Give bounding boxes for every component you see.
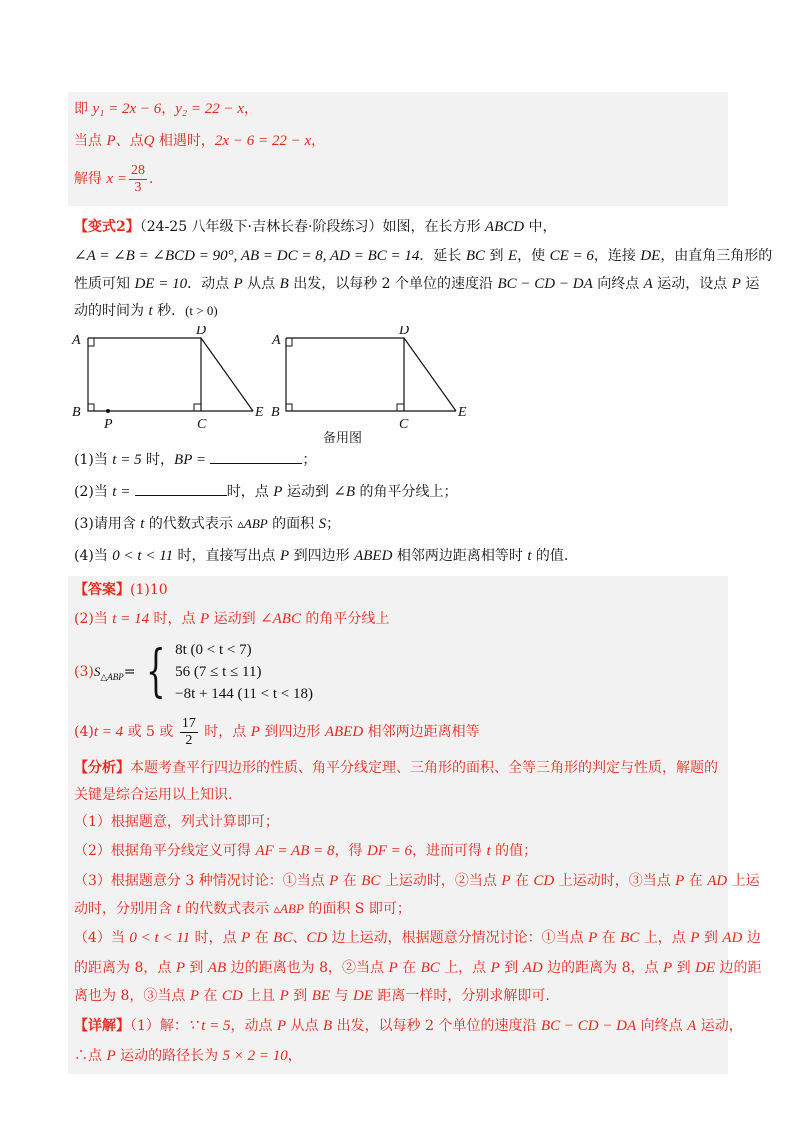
text: (2)当 — [74, 611, 113, 627]
variable: S — [318, 516, 327, 532]
equation: AF = AB = 8 — [255, 843, 335, 859]
triangle: ▵ABP — [237, 516, 268, 531]
detail-1 — [74, 1010, 743, 1042]
label-a: A — [72, 333, 81, 348]
variable: t — [486, 843, 491, 859]
point-label: P — [276, 1018, 287, 1034]
figures — [68, 326, 728, 444]
point-p — [106, 409, 110, 413]
text: 的角平分线上 — [300, 611, 390, 627]
text: （1）解： — [130, 1018, 188, 1034]
text: 运动，设点 — [652, 276, 732, 292]
text: 当点 — [74, 133, 107, 149]
text: 从点 — [286, 1018, 324, 1034]
segment: BC — [465, 248, 486, 264]
analysis-1 — [74, 754, 722, 782]
question-3 — [74, 508, 722, 540]
right-angle-c — [397, 404, 404, 411]
analysis-step-3a — [74, 866, 760, 896]
text: 在 — [684, 873, 708, 889]
equation: 5 × 2 = 10 — [222, 1048, 288, 1064]
text: 上且 — [242, 988, 280, 1004]
text: （1）根据题意，列式计算即可； — [74, 814, 279, 830]
point-label: P — [279, 988, 289, 1004]
label-e: E — [255, 405, 264, 420]
text: 到 — [699, 930, 723, 946]
problem-line-3 — [74, 270, 760, 298]
variable: S — [93, 664, 101, 679]
variant-tag: 【变式2】 — [74, 219, 140, 235]
text: 本题考查平行四边形的性质、角平分线定理、三角形的面积、全等三角形的判定与性质，解题的 — [130, 760, 718, 776]
text: （24-25 八年级下·吉林长春·阶段练习）如图，在长方形 — [139, 219, 485, 235]
text: (3)请用含 — [74, 516, 141, 532]
label-b: B — [72, 405, 81, 420]
equation-y1: y₁ = 2x − 6 — [92, 101, 162, 117]
analysis-step-1 — [74, 808, 722, 836]
text: 与 — [330, 988, 353, 1004]
geometry-figures — [68, 326, 728, 444]
text: 的值； — [490, 843, 538, 859]
problem-line-2 — [74, 242, 773, 270]
condition: (t > 0) — [185, 303, 218, 318]
text: 上运动时，③当点 — [554, 873, 676, 889]
analysis-step-4c — [74, 982, 722, 1010]
angle: ∠ABC — [260, 611, 301, 627]
text: 在 — [597, 930, 621, 946]
text: 相邻两边距离相等时 — [392, 548, 528, 564]
point-label: P — [280, 548, 290, 564]
quadrilateral: ABED — [354, 548, 393, 564]
text: 出发，以每秒 2 个单位的速度沿 — [332, 1018, 541, 1034]
segment: AD — [722, 930, 743, 946]
text: 或 5 或 — [123, 724, 178, 740]
point-label: Q — [143, 133, 155, 149]
label-a: A — [272, 333, 281, 348]
point-label: P — [731, 276, 741, 292]
segment: AD — [522, 960, 543, 976]
equation: CE = 6 — [549, 248, 594, 264]
text: 、点 — [115, 133, 144, 149]
text: 、 — [292, 930, 307, 946]
analysis-step-3b — [74, 896, 722, 922]
text: 时，直接写出点 — [173, 548, 280, 564]
point-label: P — [588, 930, 598, 946]
case-2: 56 (7 ≤ t ≤ 11) — [175, 664, 262, 680]
spare-caption: 备用图 — [323, 431, 363, 444]
line-meeting — [74, 124, 722, 158]
text: 的角平分线上； — [355, 484, 458, 500]
given-conditions: ∠A = ∠B = ∠BCD = 90°, AB = DC = 8, AD = BC = 14 — [74, 248, 420, 264]
text: ．动点 — [187, 276, 234, 292]
segment: DE — [352, 988, 373, 1004]
point-label: P — [233, 276, 243, 292]
equation: DF = 6 — [366, 843, 413, 859]
point-label: P — [175, 960, 185, 976]
point-label: P — [199, 611, 210, 627]
text: 到 — [184, 960, 208, 976]
denominator: 2 — [185, 732, 193, 748]
segment: BE — [311, 988, 331, 1004]
variable: x = — [106, 171, 127, 187]
point-label: P — [662, 960, 673, 976]
text: 的代数式表示 — [180, 901, 274, 917]
segment: DE — [695, 960, 716, 976]
text: 时， — [141, 452, 175, 468]
text: 在 — [198, 988, 222, 1004]
segment: BC — [273, 930, 293, 946]
solution-continuation — [68, 92, 728, 206]
text: 到 — [672, 960, 696, 976]
point-label: P — [329, 873, 339, 889]
rectangle-abcd-spare — [286, 338, 404, 411]
segment: AD — [707, 873, 728, 889]
text: 在 — [510, 873, 534, 889]
equation-y2: y₂ = 22 − x — [175, 101, 245, 117]
problem-line-4 — [74, 298, 722, 324]
point-label: A — [643, 276, 653, 292]
condition: t = 14 — [112, 611, 150, 627]
page — [68, 92, 773, 1074]
answer-2 — [74, 604, 722, 634]
text: (4)当 — [74, 548, 113, 564]
expression: BP = — [174, 452, 206, 468]
text: 边上运动，根据题意分情况讨论：①当点 — [327, 930, 589, 946]
equation: DE = 10 — [134, 276, 188, 292]
text: 向终点 — [592, 276, 644, 292]
equation: 2x − 6 = 22 − x — [214, 133, 312, 149]
detail-2 — [74, 1042, 722, 1070]
text: 上，点 — [639, 930, 691, 946]
piecewise — [136, 639, 314, 705]
variable: t — [148, 303, 153, 319]
text: 上运动时，②当点 — [380, 873, 502, 889]
text: ； — [326, 516, 341, 532]
point-label: P — [189, 988, 199, 1004]
text: 距离一样时，分别求解即可. — [372, 988, 550, 1004]
numerator: 28 — [130, 162, 145, 178]
expression: t = 4 — [93, 724, 124, 740]
text: ，使 — [517, 248, 550, 264]
figure-main — [71, 326, 264, 432]
text: ，得 — [334, 843, 367, 859]
text: ，由直角三角形的 — [660, 248, 773, 264]
text: 向终点 — [636, 1018, 688, 1034]
point-label: P — [241, 930, 251, 946]
text: 关键是综合运用以上知识. — [74, 787, 233, 803]
label-p: P — [104, 417, 113, 432]
text: ，动点 — [230, 1018, 277, 1034]
point-label: A — [687, 1018, 697, 1034]
label-c: C — [399, 417, 409, 432]
text: 到 — [485, 248, 508, 264]
text: 出发，以每秒 2 个单位的速度沿 — [288, 276, 498, 292]
text: 上运 — [727, 873, 760, 889]
text: 动的时间为 — [74, 303, 149, 319]
answer-3 — [74, 634, 722, 710]
questions — [68, 444, 728, 572]
text: （4）当 — [74, 930, 130, 946]
condition: 0 < t < 11 — [129, 930, 191, 946]
text: (3) — [74, 664, 94, 680]
text: 离也为 8，③当点 — [74, 988, 190, 1004]
problem-line-1 — [74, 212, 722, 242]
case-1: 8t (0 < t < 7) — [175, 642, 252, 658]
segment-de-spare — [404, 338, 456, 411]
text: 运动到 — [209, 611, 261, 627]
point-label: P — [106, 1048, 116, 1064]
segment: CD — [306, 930, 328, 946]
label-b: B — [271, 405, 280, 420]
right-angle-b — [286, 404, 292, 411]
point-label: P — [106, 133, 116, 149]
text: 即 — [74, 101, 93, 117]
text: 边的距离为 8，点 — [542, 960, 663, 976]
quadrilateral: ABED — [324, 724, 364, 740]
text: ，连接 — [593, 248, 641, 264]
numerator: 17 — [181, 715, 196, 731]
text: 运动到 — [282, 484, 334, 500]
path: BC − CD − DA — [540, 1018, 637, 1034]
fraction — [180, 716, 198, 749]
text: (1)当 — [74, 452, 113, 468]
question-2 — [74, 476, 722, 508]
variable: t — [527, 548, 532, 564]
text: 的距离为 8，点 — [74, 960, 176, 976]
text: ； — [302, 452, 317, 468]
text: 到 — [288, 988, 312, 1004]
text: 上，点 — [439, 960, 491, 976]
case-3: −8t + 144 (11 < t < 18) — [175, 686, 313, 702]
text: 时，点 — [226, 484, 274, 500]
text: 动时，分别用含 — [74, 901, 177, 917]
text: = — [123, 664, 136, 680]
segment: AB — [207, 960, 227, 976]
text: (4) — [74, 724, 94, 740]
segment: DE — [640, 248, 661, 264]
text: 中， — [524, 219, 557, 235]
text: 在 — [250, 930, 274, 946]
point-label: P — [675, 873, 685, 889]
text: ，进而可得 — [412, 843, 487, 859]
line-equations — [74, 94, 722, 124]
right-angle-a — [286, 338, 292, 346]
segment: BC — [620, 930, 640, 946]
text: 到四边形 — [289, 548, 355, 564]
text: 到 — [499, 960, 523, 976]
text: 到四边形 — [259, 724, 325, 740]
condition: t = 5 — [112, 452, 142, 468]
question-1 — [74, 444, 722, 476]
point-label: P — [501, 873, 511, 889]
text: ∴点 — [74, 1048, 107, 1064]
angle: ∠B — [333, 484, 356, 500]
analysis-step-4b — [74, 954, 762, 982]
subscript: △ABP — [100, 671, 124, 682]
text: 边的距 — [715, 960, 762, 976]
right-angle-c — [194, 404, 201, 411]
text: ， — [161, 101, 176, 117]
right-angle-b — [88, 404, 94, 411]
expression: t = — [112, 484, 131, 500]
text: 相遇时， — [154, 133, 215, 149]
answer-blank[interactable] — [210, 449, 302, 464]
label-c: C — [197, 417, 207, 432]
text: 相邻两边距离相等 — [363, 724, 480, 740]
text: 时，点 — [199, 724, 251, 740]
analysis-step-2 — [74, 836, 722, 866]
label-e: E — [458, 405, 467, 420]
text: 运动， — [696, 1018, 743, 1034]
answer-blank[interactable] — [135, 481, 227, 496]
point-label: E — [507, 248, 518, 264]
analysis-2 — [74, 782, 722, 808]
point-label: P — [490, 960, 500, 976]
case-rows — [175, 639, 313, 705]
problem-statement — [68, 212, 773, 324]
answer-text: (1)10 — [130, 582, 168, 598]
text: 时，点 — [149, 611, 200, 627]
answer-4 — [74, 710, 722, 754]
segment: BC — [420, 960, 440, 976]
text: 在 — [397, 960, 421, 976]
rect-name: ABCD — [484, 219, 525, 235]
answer-section — [68, 576, 762, 1074]
text: 运动的路径长为 — [115, 1048, 223, 1064]
rectangle-abcd — [88, 338, 201, 411]
variable: t — [176, 901, 181, 917]
triangle: ▵ABP — [273, 901, 304, 916]
text: 边 — [742, 930, 761, 946]
text: 边的距离也为 8，②当点 — [226, 960, 389, 976]
text: ， — [311, 133, 326, 149]
text: 的值. — [531, 548, 569, 564]
text: 解得 — [74, 171, 107, 187]
text: （3）根据题意分 3 种情况讨论：①当点 — [74, 873, 330, 889]
text: ， — [244, 101, 259, 117]
point-label: P — [250, 724, 260, 740]
analysis-tag: 【分析】 — [74, 760, 130, 776]
segment-de — [201, 338, 253, 411]
brace: { — [145, 639, 166, 704]
denominator: 3 — [134, 179, 142, 195]
point-label: B — [279, 276, 289, 292]
text: 在 — [338, 873, 362, 889]
point-label: B — [323, 1018, 333, 1034]
equation: ∵ t = 5 — [187, 1018, 231, 1034]
text: ， — [287, 1048, 302, 1064]
label-d: D — [196, 326, 207, 338]
text: 的面积 — [267, 516, 319, 532]
variable: t — [140, 516, 145, 532]
condition: 0 < t < 11 — [112, 548, 174, 564]
text: 秒． — [152, 303, 186, 319]
text: 的面积 S 即可； — [303, 901, 411, 917]
segment: BC — [361, 873, 381, 889]
text: 的代数式表示 — [144, 516, 238, 532]
text: ．延长 — [419, 248, 466, 264]
detail-tag: 【详解】 — [74, 1018, 130, 1034]
text: （2）根据角平分线定义可得 — [74, 843, 256, 859]
point-label: P — [690, 930, 700, 946]
point-label: P — [388, 960, 398, 976]
label-d: D — [399, 326, 410, 338]
text: (2)当 — [74, 484, 113, 500]
right-angle-a — [88, 338, 94, 346]
analysis-step-4a — [74, 922, 761, 954]
text: 性质可知 — [74, 276, 135, 292]
segment: CD — [533, 873, 555, 889]
fraction — [129, 163, 147, 196]
text: 时，点 — [190, 930, 242, 946]
text: 运 — [740, 276, 760, 292]
figure-spare — [271, 326, 467, 444]
segment: CD — [221, 988, 243, 1004]
point-label: P — [273, 484, 283, 500]
text: ． — [148, 171, 163, 187]
question-4 — [74, 540, 722, 572]
line-result — [74, 158, 722, 200]
text: 从点 — [242, 276, 280, 292]
answer-1 — [74, 576, 722, 604]
answer-tag: 【答案】 — [74, 582, 130, 598]
path: BC − CD − DA — [497, 276, 593, 292]
